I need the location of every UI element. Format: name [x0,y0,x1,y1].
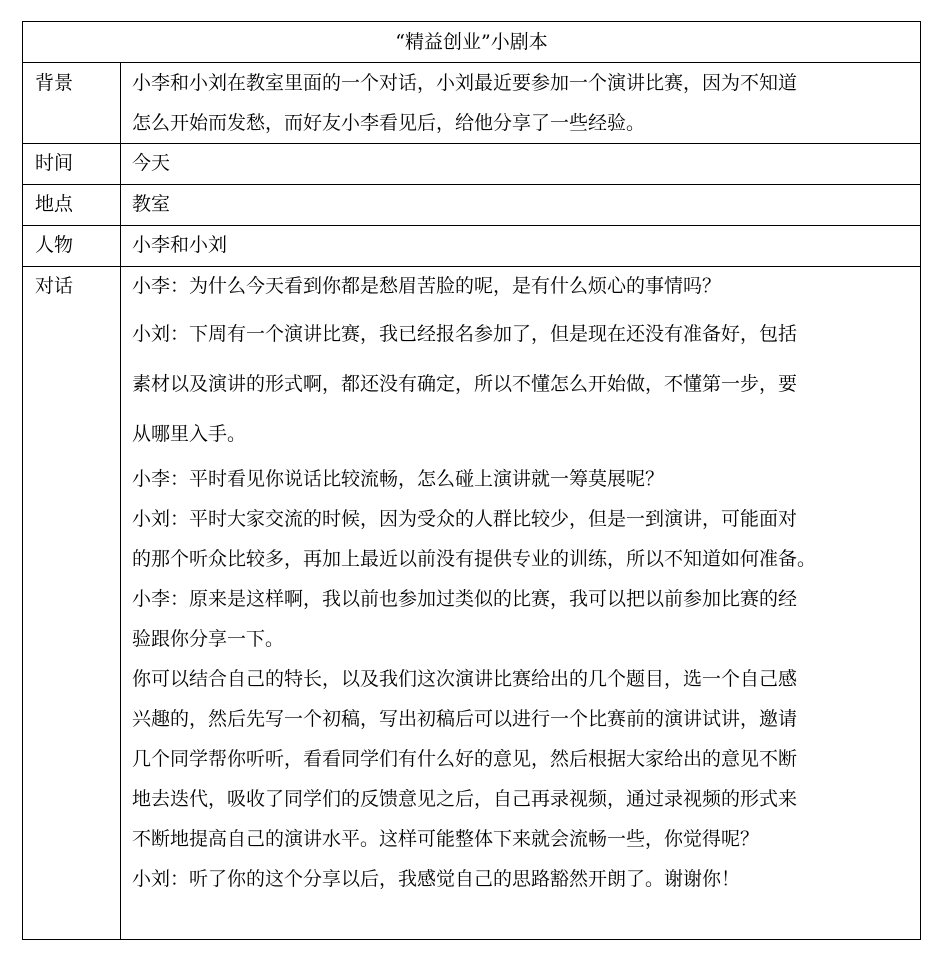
background-row [23,63,921,144]
script-table [22,21,921,940]
dialogue-label: 对话 [23,267,121,940]
dialogue-line: 小刘：下周有一个演讲比赛，我已经报名参加了，但是现在还没有准备好，包括 [132,323,798,345]
background-line: 小李和小刘在教室里面的一个对话，小刘最近要参加一个演讲比赛，因为不知道 [132,72,798,94]
dialogue-line: 小李：原来是这样啊，我以前也参加过类似的比赛，我可以把以前参加比赛的经 [132,588,798,610]
place-row [23,185,921,226]
background-label: 背景 [23,63,121,144]
dialogue-line: 不断地提高自己的演讲水平。这样可能整体下来就会流畅一些，你觉得呢？ [132,828,760,850]
time-value: 今天 [121,144,921,185]
dialogue-line: 小刘：平时大家交流的时候，因为受众的人群比较少，但是一到演讲，可能面对 [132,508,798,530]
dialogue-line: 素材以及演讲的形式啊，都还没有确定，所以不懂怎么开始做，不懂第一步，要 [132,373,798,395]
title-row [23,22,921,63]
dialogue-line: 小刘：听了你的这个分享以后，我感觉自己的思路豁然开朗了。谢谢你！ [132,868,741,890]
dialogue-line: 兴趣的，然后先写一个初稿，写出初稿后可以进行一个比赛前的演讲试讲，邀请 [132,708,798,730]
dialogue-line: 小李：为什么今天看到你都是愁眉苦脸的呢，是有什么烦心的事情吗？ [132,275,722,297]
dialogue-line: 小李：平时看见你说话比较流畅，怎么碰上演讲就一筹莫展呢？ [132,468,665,490]
dialogue-line: 你可以结合自己的特长，以及我们这次演讲比赛给出的几个题目，选一个自己感 [132,668,798,690]
background-line: 怎么开始而发愁，而好友小李看见后，给他分享了一些经验。 [132,112,646,134]
place-label: 地点 [23,185,121,226]
place-value: 教室 [121,185,921,226]
table-title: “精益创业”小剧本 [23,22,921,63]
characters-value: 小李和小刘 [121,226,921,267]
characters-row [23,226,921,267]
dialogue-row [23,267,921,940]
dialogue-text [121,267,921,940]
dialogue-line: 验跟你分享一下。 [132,628,285,650]
time-row [23,144,921,185]
characters-label: 人物 [23,226,121,267]
dialogue-line: 地去迭代，吸收了同学们的反馈意见之后，自己再录视频，通过录视频的形式来 [132,788,798,810]
dialogue-line: 几个同学帮你听听，看看同学们有什么好的意见，然后根据大家给出的意见不断 [132,748,798,770]
background-text [121,63,921,144]
time-label: 时间 [23,144,121,185]
dialogue-line: 从哪里入手。 [132,423,247,445]
dialogue-line: 的那个听众比较多，再加上最近以前没有提供专业的训练，所以不知道如何准备。 [132,548,817,570]
